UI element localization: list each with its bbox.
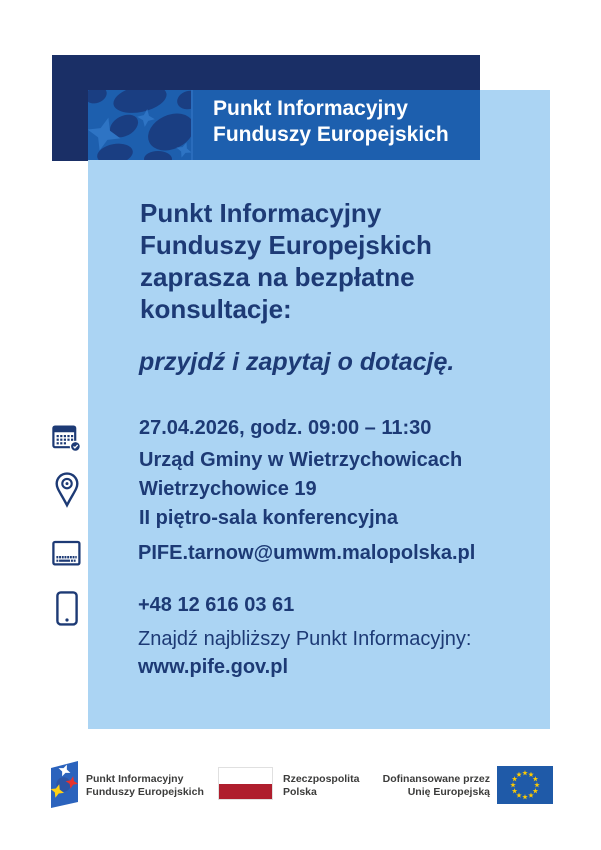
poland-caption-line1: Rzeczpospolita xyxy=(283,773,360,785)
heading-line4: konsultacje: xyxy=(140,294,292,324)
pife-logo-flag xyxy=(51,761,78,809)
location-pin-icon xyxy=(55,471,79,509)
banner-title-line2: Funduszy Europejskich xyxy=(213,123,449,146)
event-venue xyxy=(139,446,462,533)
pife-caption-line1: Punkt Informacyjny xyxy=(86,773,184,785)
find-point-label: Znajdź najbliższy Punkt Informacyjny: xyxy=(138,628,472,650)
venue-line3: II piętro-sala konferencyjna xyxy=(139,507,398,529)
eu-caption-line2: Unię Europejską xyxy=(407,786,490,798)
poland-flag-white-stripe xyxy=(219,768,272,784)
heading-line2: Funduszy Europejskich xyxy=(140,230,432,260)
poster-heading xyxy=(140,197,432,325)
stars-pattern-decoration xyxy=(88,90,193,160)
calendar-check-icon xyxy=(52,423,81,452)
tagline: przyjdź i zapytaj o dotację. xyxy=(139,348,455,376)
venue-line2: Wietrzychowice 19 xyxy=(139,478,317,500)
heading-line1: Punkt Informacyjny xyxy=(140,198,382,228)
pife-header-banner xyxy=(88,90,480,160)
contact-email: PIFE.tarnow@umwm.malopolska.pl xyxy=(138,542,476,564)
contact-phone: +48 12 616 03 61 xyxy=(138,594,295,616)
venue-line1: Urząd Gminy w Wietrzychowicach xyxy=(139,449,463,471)
eu-funding-caption xyxy=(340,773,490,799)
banner-title-line1: Punkt Informacyjny xyxy=(213,97,408,120)
keyboard-icon xyxy=(52,540,81,567)
smartphone-icon xyxy=(56,591,78,626)
pife-logo-caption xyxy=(86,773,204,799)
heading-line3: zaprasza na bezpłatne xyxy=(140,262,415,292)
website-url: www.pife.gov.pl xyxy=(138,656,288,678)
pife-caption-line2: Funduszy Europejskich xyxy=(86,786,204,798)
event-datetime: 27.04.2026, godz. 09:00 – 11:30 xyxy=(139,417,432,439)
banner-title xyxy=(193,90,449,160)
poland-flag-red-stripe xyxy=(219,784,272,800)
eu-caption-line1: Dofinansowane przez xyxy=(382,773,490,785)
eu-flag xyxy=(497,766,553,804)
poland-flag xyxy=(218,767,273,800)
poland-caption-line2: Polska xyxy=(283,786,317,798)
